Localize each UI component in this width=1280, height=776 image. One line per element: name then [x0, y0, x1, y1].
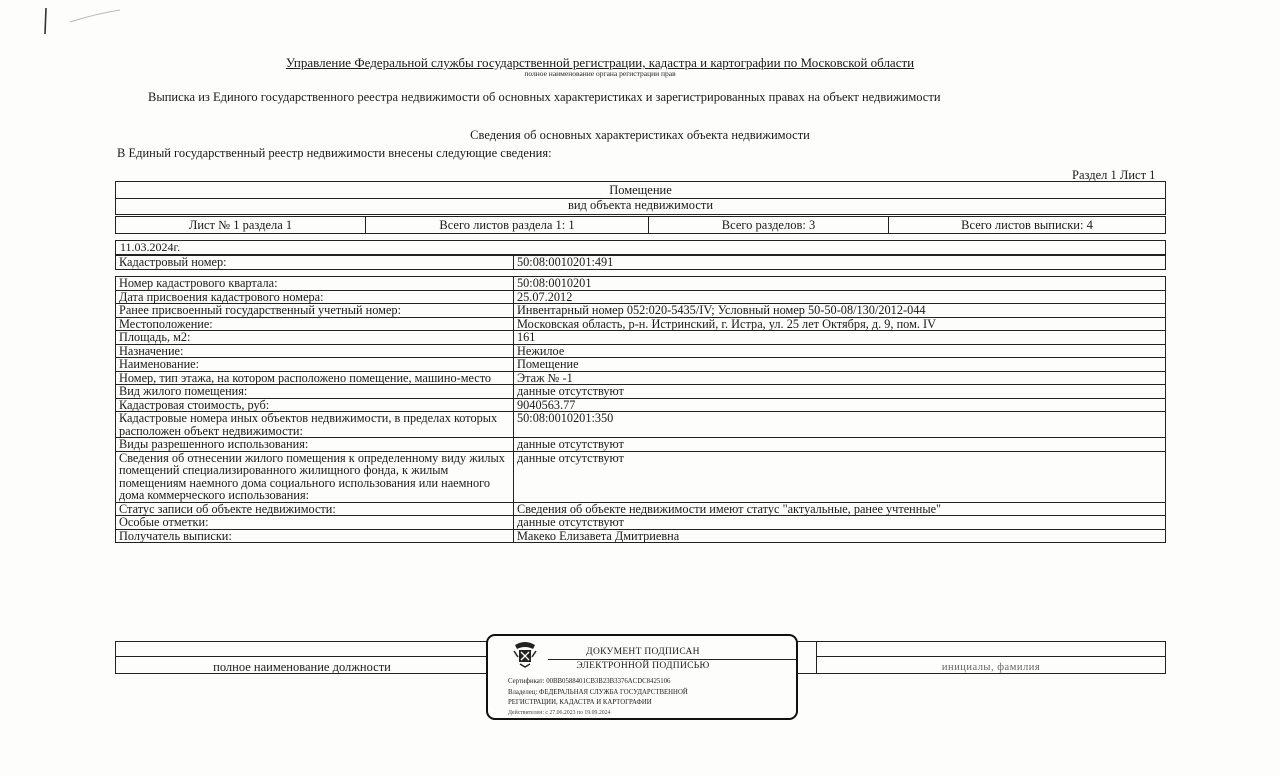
table-row — [116, 451, 1166, 502]
row-value: данные отсутствуют — [514, 385, 1166, 399]
row-label: Статус записи об объекте недвижимости: — [116, 502, 514, 516]
row-label: Площадь, м2: — [116, 331, 514, 345]
table-row — [116, 277, 1166, 291]
counter-sheets-in-section: Всего листов раздела 1: 1 — [366, 217, 649, 233]
divider — [116, 656, 488, 657]
table-row — [116, 331, 1166, 345]
row-label: Кадастровые номера иных объектов недвижимости, в пределах которых расположен объект недвижимости: — [116, 412, 514, 438]
stamp-owner-1: Владелец: ФЕДЕРАЛЬНАЯ СЛУЖБА ГОСУДАРСТВЕННОЙ — [508, 689, 688, 696]
sheet-reference: Раздел 1 Лист 1 — [1072, 168, 1156, 182]
object-type-caption: вид объекта недвижимости — [567, 198, 714, 212]
row-value: Инвентарный номер 052:020-5435/IV; Условный номер 50-50-08/130/2012-044 — [514, 304, 1166, 318]
e-signature-stamp — [486, 634, 798, 720]
table-row — [116, 398, 1166, 412]
row-value: Нежилое — [514, 344, 1166, 358]
stamp-validity: Действителен: с 27.06.2023 по 19.09.2024 — [508, 710, 611, 716]
object-type-box — [115, 181, 1166, 215]
position-caption: полное наименование должности — [213, 660, 391, 674]
row-value: данные отсутствуют — [514, 516, 1166, 530]
row-value: 50:08:0010201 — [514, 277, 1166, 291]
table-row — [116, 358, 1166, 372]
table-row — [116, 385, 1166, 399]
stamp-line-2: ЭЛЕКТРОННОЙ ПОДПИСЬЮ — [576, 661, 710, 671]
sheet-counters — [115, 216, 1166, 234]
row-label: Сведения об отнесении жилого помещения к определенному виду жилых помещений специализированного жилищного фонда, к жилым помещениям наемного дома социального использования или наемного дома коммерческого использования: — [116, 451, 514, 502]
table-row — [116, 256, 1166, 270]
table-row — [116, 371, 1166, 385]
row-value: Московская область, р-н. Истринский, г. Истра, ул. 25 лет Октября, д. 9, пом. IV — [514, 317, 1166, 331]
row-label: Дата присвоения кадастрового номера: — [116, 290, 514, 304]
counter-total-sheets: Всего листов выписки: 4 — [961, 218, 1093, 232]
cadastral-label: Кадастровый номер: — [116, 256, 514, 270]
table-row — [116, 304, 1166, 318]
divider — [816, 656, 1166, 657]
row-value: Этаж № -1 — [514, 371, 1166, 385]
intro-text: В Единый государственный реестр недвижимости внесены следующие сведения: — [117, 146, 552, 160]
row-label: Назначение: — [116, 344, 514, 358]
stamp-certificate: Сертификат: 00BB0588401CB3B23B3376ACDC8425106 — [508, 678, 671, 685]
counter-sheet: Лист № 1 раздела 1 — [116, 217, 366, 233]
row-label: Виды разрешенного использования: — [116, 438, 514, 452]
table-row — [116, 502, 1166, 516]
object-type: Помещение — [116, 183, 1165, 199]
row-value: Помещение — [514, 358, 1166, 372]
table-row — [116, 438, 1166, 452]
extract-date: 11.03.2024г. — [115, 240, 1166, 255]
row-label: Номер кадастрового квартала: — [116, 277, 514, 291]
row-label: Ранее присвоенный государственный учетный номер: — [116, 304, 514, 318]
counter-total-sections: Всего разделов: 3 — [649, 217, 889, 233]
table-row — [116, 290, 1166, 304]
stamp-line-1: ДОКУМЕНТ ПОДПИСАН — [586, 647, 700, 657]
pen-mark — [40, 4, 130, 36]
org-name: Управление Федеральной службы государственной регистрации, кадастра и картографии по Московской области — [285, 55, 915, 70]
row-label: Номер, тип этажа, на котором расположено помещение, машино-место — [116, 371, 514, 385]
row-value: 25.07.2012 — [514, 290, 1166, 304]
row-value: 50:08:0010201:350 — [514, 412, 1166, 438]
section-heading: Сведения об основных характеристиках объекта недвижимости — [470, 128, 810, 142]
row-value: данные отсутствуют — [514, 451, 1166, 502]
row-label: Наименование: — [116, 358, 514, 372]
table-row — [116, 529, 1166, 543]
row-label: Получатель выписки: — [116, 529, 514, 543]
cadastral-value: 50:08:0010201:491 — [514, 256, 1166, 270]
cadastral-number-table — [115, 255, 1166, 270]
row-label: Особые отметки: — [116, 516, 514, 530]
stamp-owner-2: РЕГИСТРАЦИИ, КАДАСТРА И КАРТОГРАФИИ — [508, 699, 652, 706]
extract-title: Выписка из Единого государственного реестра недвижимости об основных характеристиках и зарегистрированных правах на объект недвижимости — [148, 90, 941, 104]
divider — [548, 659, 796, 660]
row-label: Кадастровая стоимость, руб: — [116, 398, 514, 412]
row-value: данные отсутствуют — [514, 438, 1166, 452]
row-value: Макеко Елизавета Дмитриевна — [514, 529, 1166, 543]
initials-caption: инициалы, фамилия — [941, 662, 1041, 673]
table-row — [116, 344, 1166, 358]
table-row — [116, 317, 1166, 331]
row-value: 161 — [514, 331, 1166, 345]
row-label: Вид жилого помещения: — [116, 385, 514, 399]
row-value: Сведения об объекте недвижимости имеют статус "актуальные, ранее учтенные" — [514, 502, 1166, 516]
row-label: Местоположение: — [116, 317, 514, 331]
characteristics-table — [115, 276, 1166, 543]
row-value: 9040563.77 — [514, 398, 1166, 412]
table-row — [116, 412, 1166, 438]
table-row — [116, 516, 1166, 530]
org-caption: полное наименование органа регистрации прав — [524, 69, 676, 78]
